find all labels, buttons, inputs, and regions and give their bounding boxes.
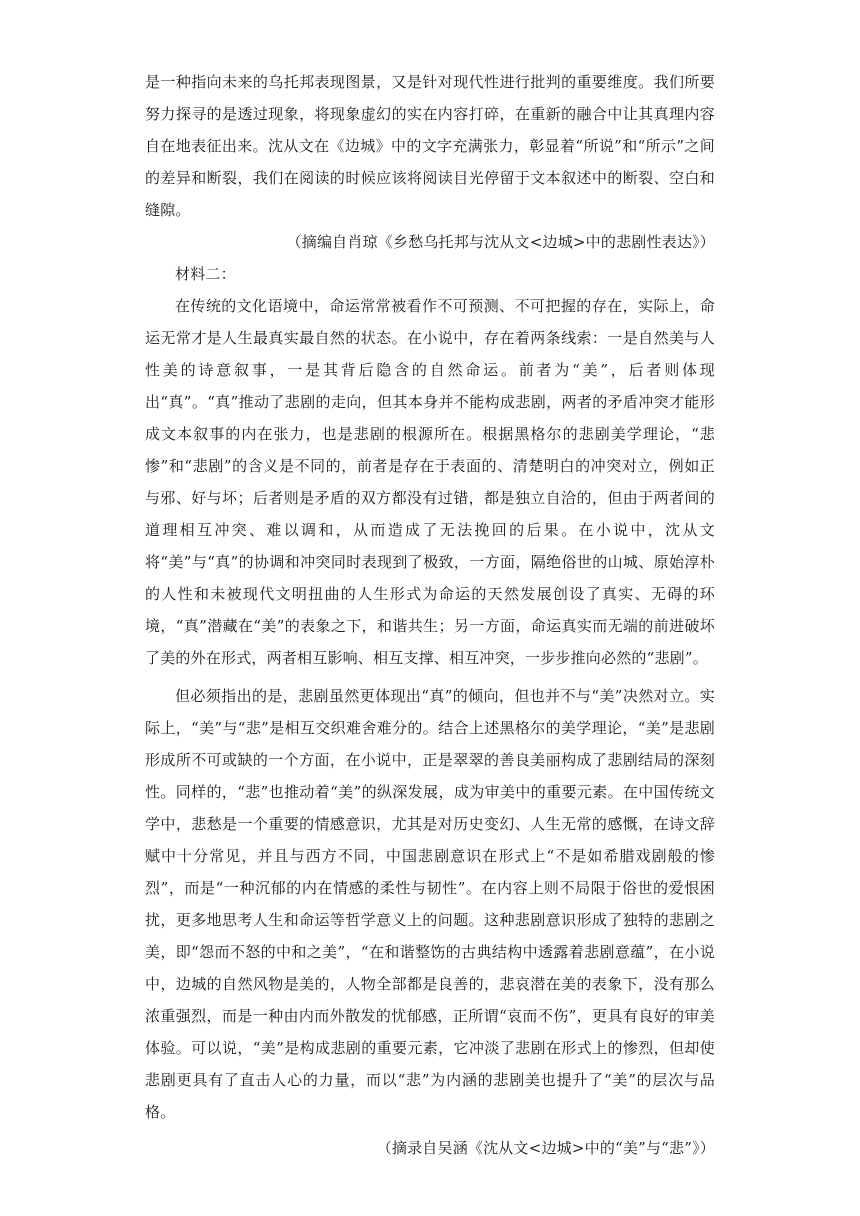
source-citation-1: （摘编自肖琼《乡愁乌托邦与沈从文<边城>中的悲剧性表达》）: [286, 233, 715, 251]
material-two-label: 材料二：: [175, 265, 236, 283]
paragraph-continuation: 是一种指向未来的乌托邦表现图景，又是针对现代性进行批判的重要维度。我们所要努力探寻的是透过现象，将现象虚幻的实在内容打碎，在重新的融合中让其真理内容自在地表征出来。沈从文在《边城》中的文字充满张力，彰显着“所说”和“所示”之间的差异和断裂，我们在阅读的时候应该将阅读目光停留于文本叙述中的断裂、空白和缝隙。: [145, 73, 715, 219]
paragraph-material-two-1: 在传统的文化语境中，命运常常被看作不可预测、不可把握的存在，实际上，命运无常才是人生最真实最自然的状态。在小说中，存在着两条线索：一是自然美与人性美的诗意叙事，一是其背后隐含的自然命运。前者为“美”，后者则体现出“真”。“真”推动了悲剧的走向，但其本身并不能构成悲剧，两者的矛盾冲突才能形成文本叙事的内在张力，也是悲剧的根源所在。根据黑格尔的悲剧美学理论，“悲惨”和“悲剧”的含义是不同的，前者是存在于表面的、清楚明白的冲突对立，例如正与邪、好与坏；后者则是矛盾的双方都没有过错，都是独立自洽的，但由于两者间的道理相互冲突、难以调和，从而造成了无法挽回的后果。在小说中，沈从文将“美”与“真”的协调和冲突同时表现到了极致，一方面，隔绝俗世的山城、原始淳朴的人性和未被现代文明扭曲的人生形式为命运的天然发展创设了真实、无碍的环境，“真”潜藏在“美”的表象之下，和谐共生；另一方面，命运真实而无端的前进破坏了美的外在形式，两者相互影响、相互支撑、相互冲突，一步步推向必然的“悲剧”。: [145, 297, 715, 667]
document-body: [145, 66, 715, 1164]
source-citation-2: （摘录自吴涵《沈从文<边城>中的“美”与“悲”》）: [376, 1139, 715, 1157]
paragraph-material-two-2: 但必须指出的是，悲剧虽然更体现出“真”的倾向，但也并不与“美”决然对立。实际上，“美”与“悲”是相互交织难舍难分的。结合上述黑格尔的美学理论，“美”是悲剧形成所不可或缺的一个方面，在小说中，正是翠翠的善良美丽构成了悲剧结局的深刻性。同样的，“悲”也推动着“美”的纵深发展，成为审美中的重要元素。在中国传统文学中，悲愁是一个重要的情感意识，尤其是对历史变幻、人生无常的感慨，在诗文辞赋中十分常见，并且与西方不同，中国悲剧意识在形式上“不是如希腊戏剧般的惨烈”，而是“一种沉郁的内在情感的柔性与韧性”。在内容上则不局限于俗世的爱恨困扰，更多地思考人生和命运等哲学意义上的问题。这种悲剧意识形成了独特的悲剧之美，即“怨而不怒的中和之美”，“在和谐整饬的古典结构中透露着悲剧意蕴”，在小说中，边城的自然风物是美的，人物全部都是良善的，悲哀潜在美的表象下，没有那么浓重强烈，而是一种由内而外散发的忧郁感，正所谓“哀而不伤”，更具有良好的审美体验。可以说，“美”是构成悲剧的重要元素，它冲淡了悲剧在形式上的惨烈，但却使悲剧更具有了直击人心的力量，而以“悲”为内涵的悲剧美也提升了“美”的层次与品格。: [145, 687, 715, 1121]
